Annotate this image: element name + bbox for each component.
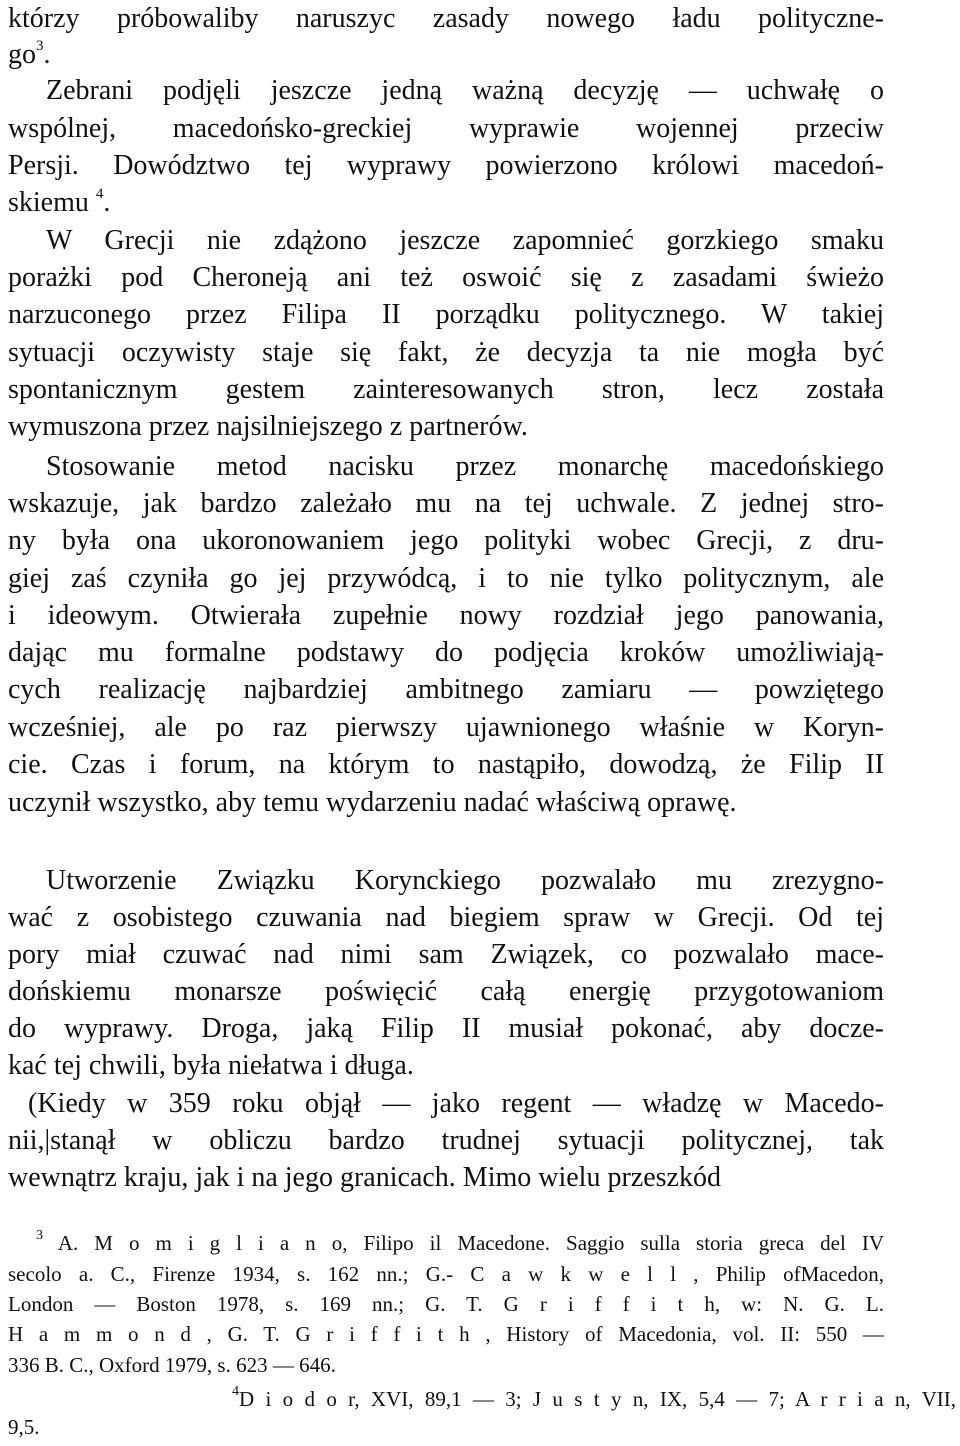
footnote-ref-3: 3 — [36, 38, 44, 54]
footnote-text: A. M o m i g l i a n o, Filipo il Macedone. Saggio sulla storia greca del IV — [57, 1231, 884, 1255]
text-line: giej zaś czyniła go jej przywódcą, i to nie tylko politycznym, ale — [8, 563, 884, 594]
text-line: sytuacji oczywisty staje się fakt, że decyzja ta nie mogła być — [8, 337, 884, 368]
footnote-number-3: 3 — [36, 1228, 43, 1243]
footnote-line: 9,5. — [8, 1415, 40, 1439]
text-line: porażki pod Cheroneją ani też oswoić się z zasadami świeżo — [8, 262, 884, 293]
text-line: wewnątrz kraju, jak i na jego granicach. Mimo wielu przeszkód — [8, 1162, 721, 1193]
footnote-line — [36, 1228, 884, 1258]
text-line: Utworzenie Związku Korynckiego pozwalało mu zrezygno- — [46, 865, 884, 896]
text-line: Zebrani podjęli jeszcze jedną ważną decyzję — uchwałę o — [46, 75, 884, 106]
footnote-ref-4: 4 — [95, 186, 104, 202]
text-line: cych realizację najbardziej ambitnego zamiaru — powziętego — [8, 674, 884, 705]
footnote-line: 336 B. C., Oxford 1979, s. 623 — 646. — [8, 1353, 336, 1377]
text-fragment: go — [8, 39, 36, 70]
text-line: uczynił wszystko, aby temu wydarzeniu nadać właściwą oprawę. — [8, 787, 737, 818]
text-line: dońskiemu monarsze poświęcić całą energię przygotowaniom — [8, 976, 884, 1007]
text-line: ny była ona ukoronowaniem jego polityki wobec Grecji, z dru- — [8, 525, 884, 556]
text-line: do wyprawy. Droga, jaką Filip II musiał pokonać, aby docze- — [8, 1013, 884, 1044]
text-line: cie. Czas i forum, na którym to nastąpiło, dowodzą, że Filip II — [8, 749, 884, 780]
text-line: Persji. Dowództwo tej wyprawy powierzono królowi macedoń- — [8, 150, 884, 181]
text-line: nii,|stanął w obliczu bardzo trudnej sytuacji politycznej, tak — [8, 1125, 884, 1156]
text-line: i ideowym. Otwierała zupełnie nowy rozdział jego panowania, — [8, 600, 884, 631]
text-line: którzy próbowaliby naruszyc zasady nowego ładu polityczne- — [8, 3, 884, 34]
text-line: W Grecji nie zdążono jeszcze zapomnieć gorzkiego smaku — [46, 225, 884, 256]
text-line: wcześniej, ale po raz pierwszy ujawnionego właśnie w Koryn- — [8, 712, 884, 743]
text-line: wspólnej, macedońsko-greckiej wyprawie wojennej przeciw — [8, 113, 884, 144]
text-line: spontanicznym gestem zainteresowanych stron, lecz została — [8, 374, 884, 405]
footnote-text: D i o d o r, XVI, 89,1 — 3; J u s t y n, IX, 5,4 — 7; A r r i a n, VII, — [239, 1387, 956, 1411]
text-fragment: skiemu — [8, 187, 89, 218]
footnote-line: London — Boston 1978, s. 169 nn.; G. T. G r i f f i t h, w: N. G. L. — [8, 1292, 884, 1316]
text-line: wskazuje, jak bardzo zależało mu na tej uchwale. Z jednej stro- — [8, 488, 884, 519]
text-line: (Kiedy w 359 roku objął — jako regent — władzę w Macedo- — [28, 1088, 884, 1119]
footnote-line: H a m m o n d , G. T. G r i f f i t h , History of Macedonia, vol. II: 550 — — [8, 1322, 884, 1346]
text-line: Stosowanie metod nacisku przez monarchę macedońskiego — [46, 451, 884, 482]
text-line: wymuszona przez najsilniejszego z partnerów. — [8, 411, 528, 442]
text-line: kać tej chwili, była niełatwa i długa. — [8, 1050, 414, 1081]
footnote-line — [232, 1384, 956, 1414]
text-line: wać z osobistego czuwania nad biegiem spraw w Grecji. Od tej — [8, 902, 884, 933]
text-fragment: . — [43, 39, 51, 70]
text-line — [8, 36, 884, 74]
text-line — [8, 184, 884, 222]
footnote-number-4: 4 — [232, 1384, 239, 1399]
text-line: pory miał czuwać nad nimi sam Związek, co pozwalało mace- — [8, 939, 884, 970]
text-fragment: . — [103, 187, 111, 218]
text-line: narzuconego przez Filipa II porządku politycznego. W takiej — [8, 299, 884, 330]
footnote-line: secolo a. C., Firenze 1934, s. 162 nn.; G.- C a w k w e l l , Philip ofMacedon, — [8, 1262, 884, 1286]
text-line: dając mu formalne podstawy do podjęcia kroków umożliwiają- — [8, 637, 884, 668]
